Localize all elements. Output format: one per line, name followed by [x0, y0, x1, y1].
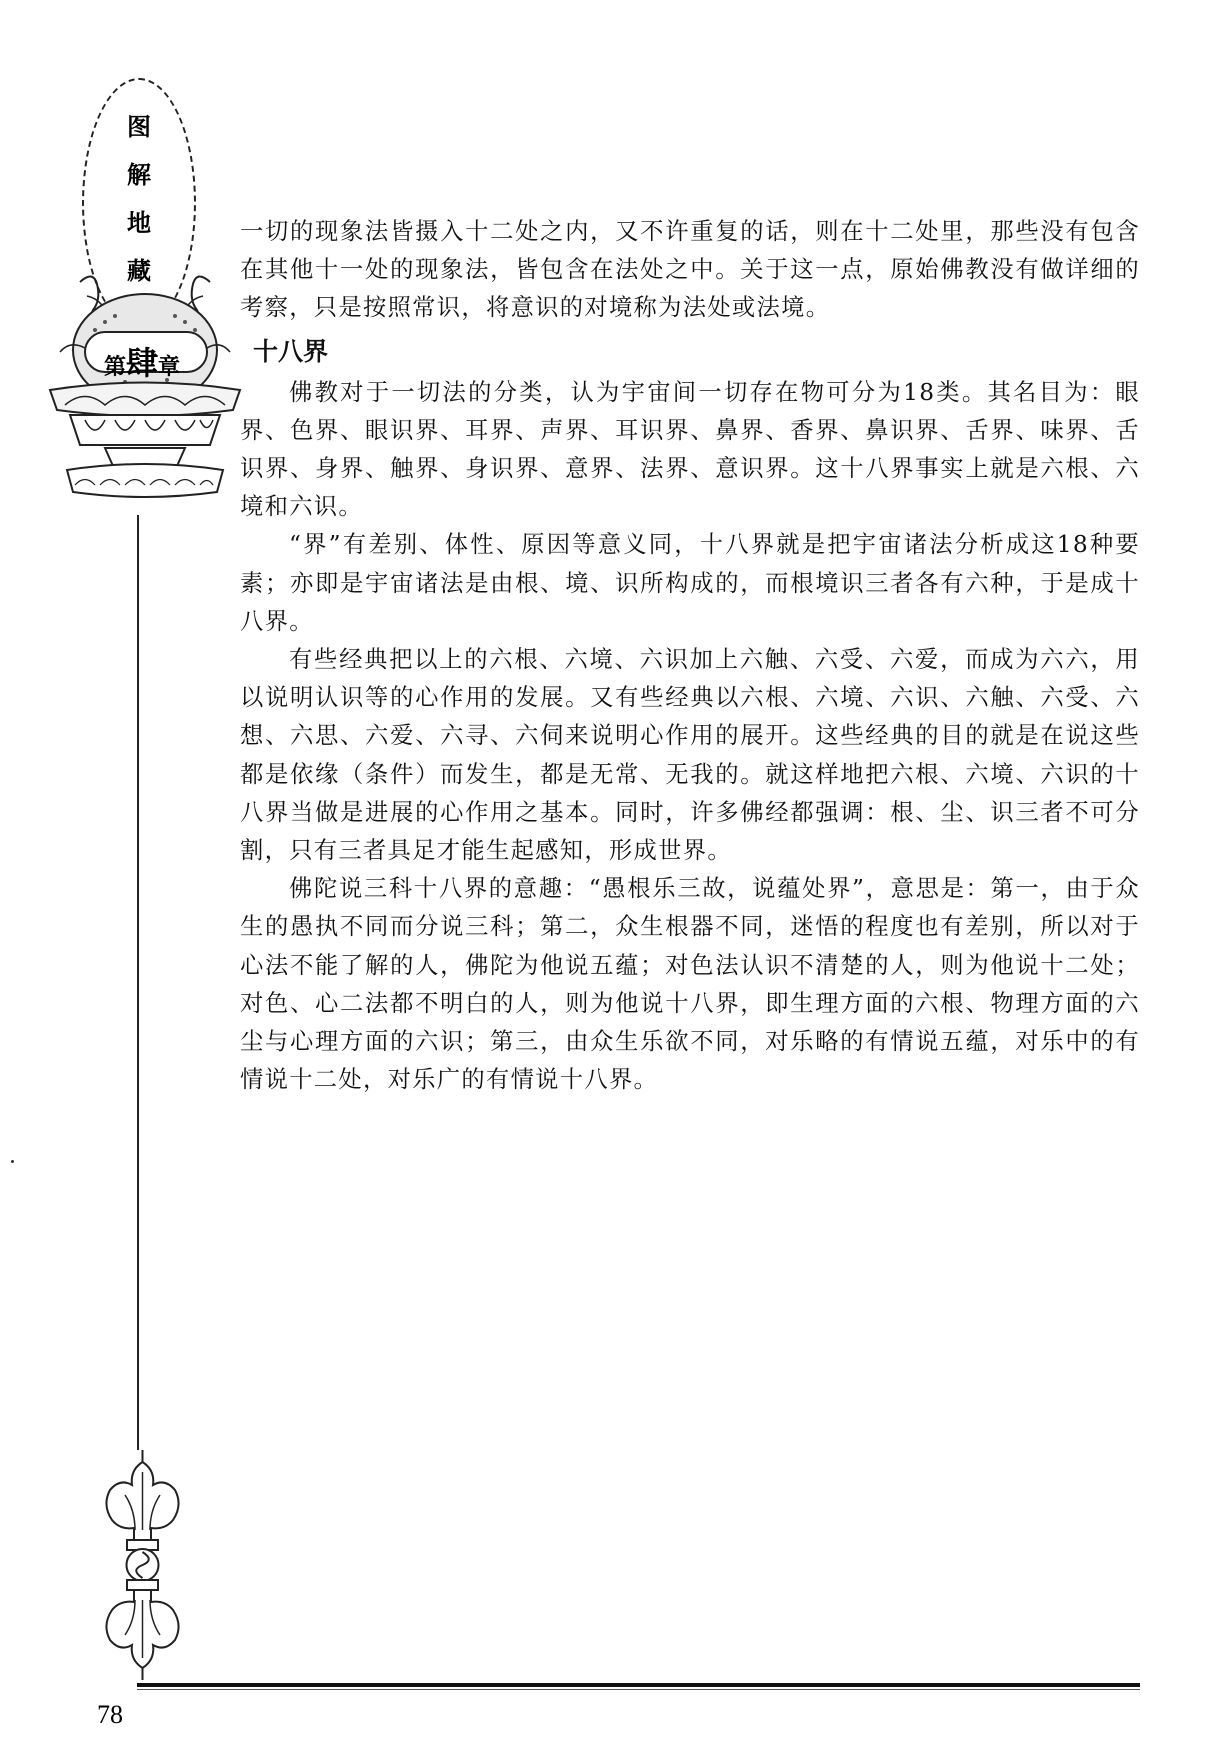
footer-rule	[137, 1683, 1140, 1687]
chapter-suffix: 章	[158, 355, 181, 380]
book-title-char: 图	[127, 113, 151, 141]
footer-rule-thin	[137, 1689, 1140, 1690]
chapter-label	[82, 345, 202, 381]
body-paragraph: 佛教对于一切法的分类，认为宇宙间一切存在物可分为18类。其名目为：眼界、色界、眼识界、耳界、声界、耳识界、鼻界、香界、鼻识界、舌界、味界、舌识界、身界、触界、身识界、意界、法界、意识界。这十八界事实上就是六根、六境和六识。	[240, 378, 1140, 521]
chapter-prefix: 第	[103, 355, 126, 380]
page-number: 78	[97, 1700, 123, 1729]
vajra-ornament-icon	[95, 1450, 190, 1680]
sidebar-decoration	[0, 0, 240, 1761]
scan-dot	[11, 1160, 14, 1163]
body-paragraph: “界”有差别、体性、原因等意义同，十八界就是把宇宙诸法分析成这18种要素；亦即是宇宙诸法是由根、境、识所构成的，而根境识三者各有六种，于是成十八界。	[240, 531, 1140, 635]
sidebar-vertical-rule	[137, 515, 139, 1450]
section-heading: 十八界	[253, 336, 329, 366]
body-paragraph: 有些经典把以上的六根、六境、六识加上六触、六受、六爱，而成为六六，用以说明认识等的心作用的发展。又有些经典以六根、六境、六识、六触、六受、六想、六思、六爱、六寻、六伺来说明心作用的展开。这些经典的目的就是在说这些都是依缘（条件）而发生，都是无常、无我的。就这样地把六根、六境、六识的十八界当做是进展的心作用之基本。同时，许多佛经都强调：根、尘、识三者不可分割，只有三者具足才能生起感知，形成世界。	[240, 646, 1140, 865]
main-text	[240, 213, 1140, 1099]
book-title-char: 藏	[127, 257, 151, 285]
book-title-char: 地	[127, 209, 151, 237]
chapter-number: 肆	[125, 344, 158, 382]
twin-fish-lotus-emblem-icon	[45, 270, 245, 510]
intro-paragraph: 一切的现象法皆摄入十二处之内，又不许重复的话，则在十二处里，那些没有包含在其他十一处的现象法，皆包含在法处之中。关于这一点，原始佛教没有做详细的考察，只是按照常识，将意识的对境称为法处或法境。	[240, 218, 1140, 322]
book-title-char: 解	[127, 161, 151, 189]
body-paragraph: 佛陀说三科十八界的意趣：“愚根乐三故，说蕴处界”，意思是：第一，由于众生的愚执不同而分说三科；第二，众生根器不同，迷悟的程度也有差别，所以对于心法不能了解的人，佛陀为他说五蕴；对色法认识不清楚的人，则为他说十二处；对色、心二法都不明白的人，则为他说十八界，即生理方面的六根、物理方面的六尘与心理方面的六识；第三，由众生乐欲不同，对乐略的有情说五蕴，对乐中的有情说十二处，对乐广的有情说十八界。	[240, 875, 1140, 1094]
